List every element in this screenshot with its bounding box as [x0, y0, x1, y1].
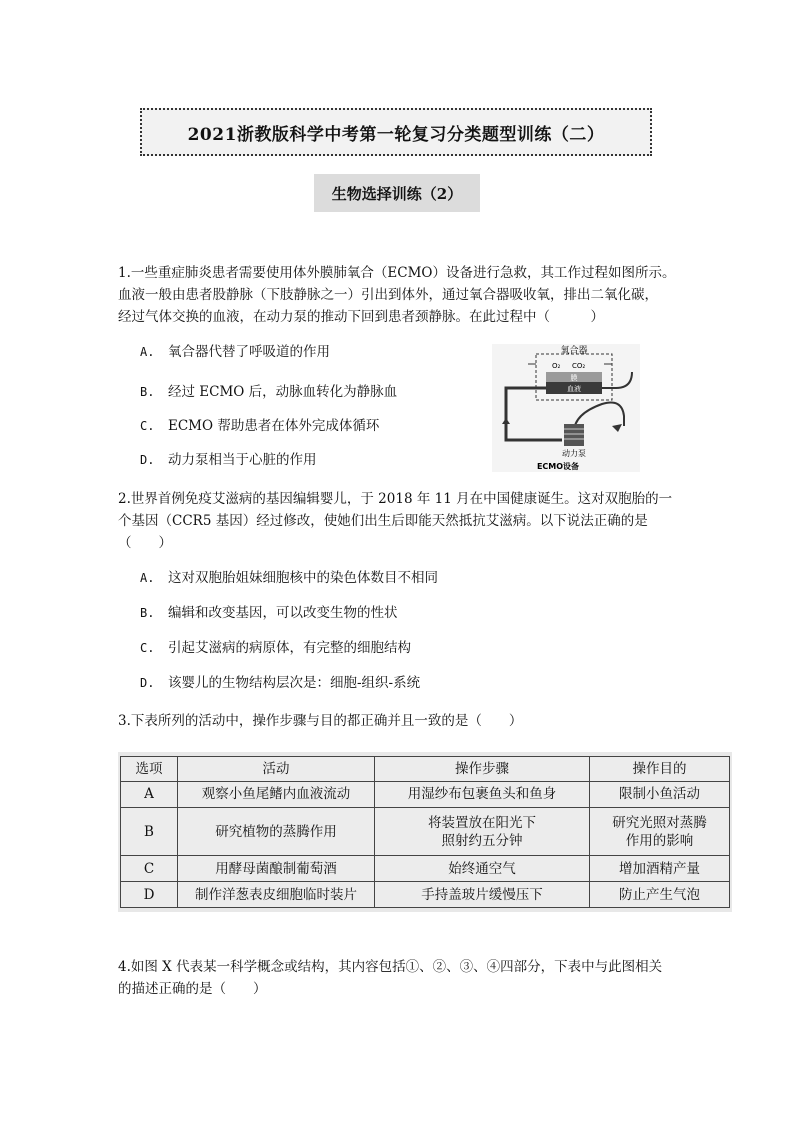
table-cell: 观察小鱼尾鳍内血液流动: [178, 782, 375, 808]
table-cell: 用湿纱布包裹鱼头和鱼身: [375, 782, 590, 808]
table-row: [121, 856, 730, 882]
q3-table: [120, 756, 730, 908]
pump-label: 动力泵: [562, 449, 586, 458]
q1-option-a[interactable]: [140, 342, 330, 362]
figure-caption: ECMO设备: [536, 462, 580, 471]
page-subtitle: 生物选择训练（2）: [314, 174, 480, 212]
q1-line-1: 1.一些重症肺炎患者需要使用体外膜肺氧合（ECMO）设备进行急救，其工作过程如图所示。: [118, 265, 676, 281]
table-header-row: [121, 757, 730, 782]
oxygenator-label: 氧合器: [560, 346, 588, 356]
q2-option-d[interactable]: [140, 673, 420, 693]
table-cell: 研究植物的蒸腾作用: [178, 807, 375, 855]
q4-line-2: 的描述正确的是（ ）: [118, 981, 267, 997]
option-text: 编辑和改变基因，可以改变生物的性状: [168, 605, 398, 621]
option-letter: C.: [140, 419, 155, 433]
co2-label: CO₂: [572, 362, 586, 370]
q3-line-1: 3.下表所列的活动中，操作步骤与目的都正确并且一致的是（ ）: [118, 713, 523, 729]
ecmo-diagram: [492, 344, 640, 472]
option-text: 引起艾滋病的病原体，有完整的细胞结构: [168, 640, 411, 656]
table-cell: 限制小鱼活动: [590, 782, 730, 808]
pump-icon: [564, 424, 584, 446]
option-letter: C.: [140, 641, 155, 655]
header-cell: 活动: [178, 757, 375, 782]
q1-option-d[interactable]: [140, 450, 317, 470]
option-text: 经过 ECMO 后，动脉血转化为静脉血: [168, 384, 398, 400]
membrane-label: 膜: [570, 374, 578, 382]
q4-line-1: 4.如图 X 代表某一科学概念或结构，其内容包括①、②、③、④四部分，下表中与此图相关: [118, 959, 663, 975]
ecmo-figure: [492, 344, 640, 472]
table-cell: B: [121, 807, 178, 855]
table-cell: 始终通空气: [375, 856, 590, 882]
q1-line-2: 血液一般由患者股静脉（下肢静脉之一）引出到体外，通过氧合器吸收氧，排出二氧化碳，: [118, 287, 658, 303]
table-cell: C: [121, 856, 178, 882]
table-cell: D: [121, 882, 178, 908]
option-letter: B.: [140, 385, 155, 399]
table-cell: 用酵母菌酿制葡萄酒: [178, 856, 375, 882]
option-text: 这对双胞胎姐妹细胞核中的染色体数目不相同: [168, 570, 438, 586]
page-title: 2021浙教版科学中考第一轮复习分类题型训练（二）: [140, 108, 652, 156]
q2-option-c[interactable]: [140, 638, 411, 658]
table-cell: 将装置放在阳光下 照射约五分钟: [375, 807, 590, 855]
q1-option-c[interactable]: [140, 416, 379, 436]
option-letter: D.: [140, 453, 155, 467]
o2-label: O₂: [552, 362, 561, 370]
table-row: [121, 807, 730, 855]
option-text: 动力泵相当于心脏的作用: [168, 452, 317, 468]
option-text: 该婴儿的生物结构层次是：细胞-组织-系统: [168, 675, 421, 691]
q2-line-1: 2.世界首例免疫艾滋病的基因编辑婴儿，于 2018 年 11 月在中国健康诞生。这对双胞胎的一: [118, 491, 673, 507]
option-letter: B.: [140, 606, 155, 620]
table-cell: 制作洋葱表皮细胞临时装片: [178, 882, 375, 908]
option-letter: D.: [140, 676, 155, 690]
table-cell: 手持盖玻片缓慢压下: [375, 882, 590, 908]
option-text: 氧合器代替了呼吸道的作用: [168, 344, 330, 360]
blood-label: 血液: [567, 385, 581, 393]
option-letter: A.: [140, 345, 155, 359]
option-text: ECMO 帮助患者在体外完成体循环: [168, 418, 380, 434]
q2-line-2: 个基因（CCR5 基因）经过修改，使她们出生后即能天然抵抗艾滋病。以下说法正确的是: [118, 513, 648, 529]
question-2-stem: [118, 488, 698, 554]
table-row: [121, 882, 730, 908]
q2-option-b[interactable]: [140, 603, 398, 623]
option-letter: A.: [140, 571, 155, 585]
q1-line-3: 经过气体交换的血液，在动力泵的推动下回到患者颈静脉。在此过程中（ ）: [118, 309, 604, 325]
question-4-stem: [118, 956, 698, 1000]
q1-option-b[interactable]: [140, 382, 397, 402]
header-cell: 操作目的: [590, 757, 730, 782]
table-cell: A: [121, 782, 178, 808]
question-3-stem: [118, 710, 698, 732]
table-cell: 研究光照对蒸腾 作用的影响: [590, 807, 730, 855]
q2-option-a[interactable]: [140, 568, 438, 588]
q2-line-3: （ ）: [118, 535, 172, 551]
table-cell: 防止产生气泡: [590, 882, 730, 908]
table-row: [121, 782, 730, 808]
table-cell: 增加酒精产量: [590, 856, 730, 882]
question-1-stem: [118, 262, 698, 328]
header-cell: 操作步骤: [375, 757, 590, 782]
header-cell: 选项: [121, 757, 178, 782]
